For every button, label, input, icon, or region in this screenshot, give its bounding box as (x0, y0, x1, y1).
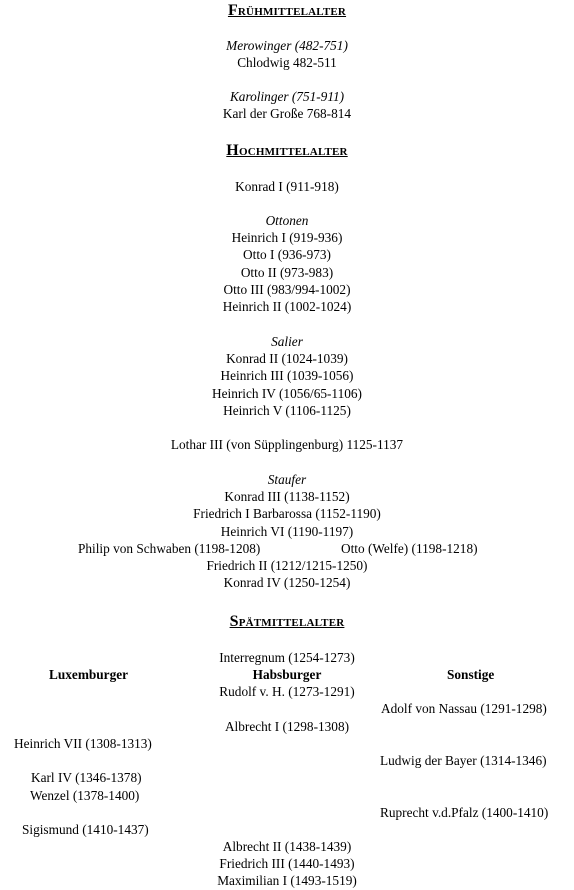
ruler: Heinrich III (1039-1056) (220, 368, 354, 384)
dynasty-name: Karolinger (751-911) (229, 89, 345, 104)
dynasty-name: Ottonen (265, 213, 309, 228)
dynasty-ottonen (0, 212, 574, 315)
dynasty-name: Staufer (267, 472, 307, 487)
section-spaetmittelalter (0, 613, 574, 630)
ruler-lothar-iii (0, 436, 574, 453)
ruler: Friedrich II (1212/1215-1250) (206, 558, 368, 573)
luxemburger-karl-iv: Karl IV (1346-1378) (31, 770, 142, 785)
luxemburger-wenzel: Wenzel (1378-1400) (30, 788, 140, 803)
ruler: Albrecht I (1298-1308) (224, 719, 350, 734)
ruler-philip: Philip von Schwaben (1198-1208) (78, 541, 261, 556)
habsburger-2 (0, 718, 574, 735)
dynasty-salier (0, 333, 574, 419)
column-header-habsburger: Habsburger (252, 667, 322, 682)
ruler: Konrad II (1024-1039) (226, 351, 348, 367)
ruler: Heinrich I (919-936) (231, 230, 343, 246)
ruler: Heinrich VI (1190-1197) (220, 523, 354, 539)
ruler: Rudolf v. H. (1273-1291) (219, 684, 355, 699)
column-header-luxemburger: Luxemburger (49, 667, 129, 682)
ruler: Chlodwig 482-511 (237, 55, 337, 71)
heading-hochmittelalter: Hochmittelalter (226, 142, 348, 159)
ruler: Otto I (936-973) (243, 247, 331, 263)
dynasty-merowinger (0, 37, 574, 71)
ruler: Lothar III (von Süpplingenburg) 1125-1137 (170, 437, 404, 452)
ruler: Albrecht II (1438-1439) (222, 839, 352, 854)
sonstige-ludwig: Ludwig der Bayer (1314-1346) (380, 753, 547, 768)
heading-spaetmittelalter: Spätmittelalter (229, 613, 345, 630)
luxemburger-sigismund: Sigismund (1410-1437) (22, 822, 149, 837)
ruler: Konrad III (1138-1152) (224, 489, 350, 505)
ruler: Karl der Große 768-814 (222, 106, 352, 122)
ruler: Heinrich V (1106-1125) (223, 402, 351, 418)
staufer-continued (0, 557, 574, 591)
sonstige-ruprecht: Ruprecht v.d.Pfalz (1400-1410) (380, 805, 549, 820)
dynasty-staufer (0, 471, 574, 540)
dynasty-name: Salier (271, 334, 303, 349)
dynasty-name: Merowinger (482-751) (226, 38, 348, 53)
habsburger-late (0, 838, 574, 890)
ruler: Otto II (973-983) (240, 264, 334, 280)
ruler: Friedrich I Barbarossa (1152-1190) (193, 506, 381, 522)
ruler-otto-welfe: Otto (Welfe) (1198-1218) (341, 541, 478, 556)
ruler: Konrad IV (1250-1254) (223, 575, 351, 591)
section-hochmittelalter (0, 142, 574, 159)
section-fruehmittelalter (0, 2, 574, 19)
heading-fruehmittelalter: Frühmittelalter (227, 2, 347, 19)
luxemburger-heinrich-vii: Heinrich VII (1308-1313) (14, 736, 152, 751)
ruler-konrad-i (0, 178, 574, 195)
ruler: Otto III (983/994-1002) (223, 281, 351, 297)
interregnum (0, 649, 574, 666)
ruler: Maximilian I (1493-1519) (217, 873, 357, 889)
column-header-sonstige: Sonstige (447, 667, 495, 682)
dynasty-karolinger (0, 88, 574, 122)
sonstige-adolf: Adolf von Nassau (1291-1298) (381, 701, 547, 716)
ruler: Heinrich IV (1056/65-1106) (212, 385, 362, 401)
habsburger-1 (0, 683, 574, 700)
ruler: Heinrich II (1002-1024) (222, 298, 352, 314)
ruler: Interregnum (1254-1273) (219, 650, 355, 665)
ruler: Konrad I (911-918) (235, 179, 339, 194)
ruler: Friedrich III (1440-1493) (219, 856, 355, 872)
